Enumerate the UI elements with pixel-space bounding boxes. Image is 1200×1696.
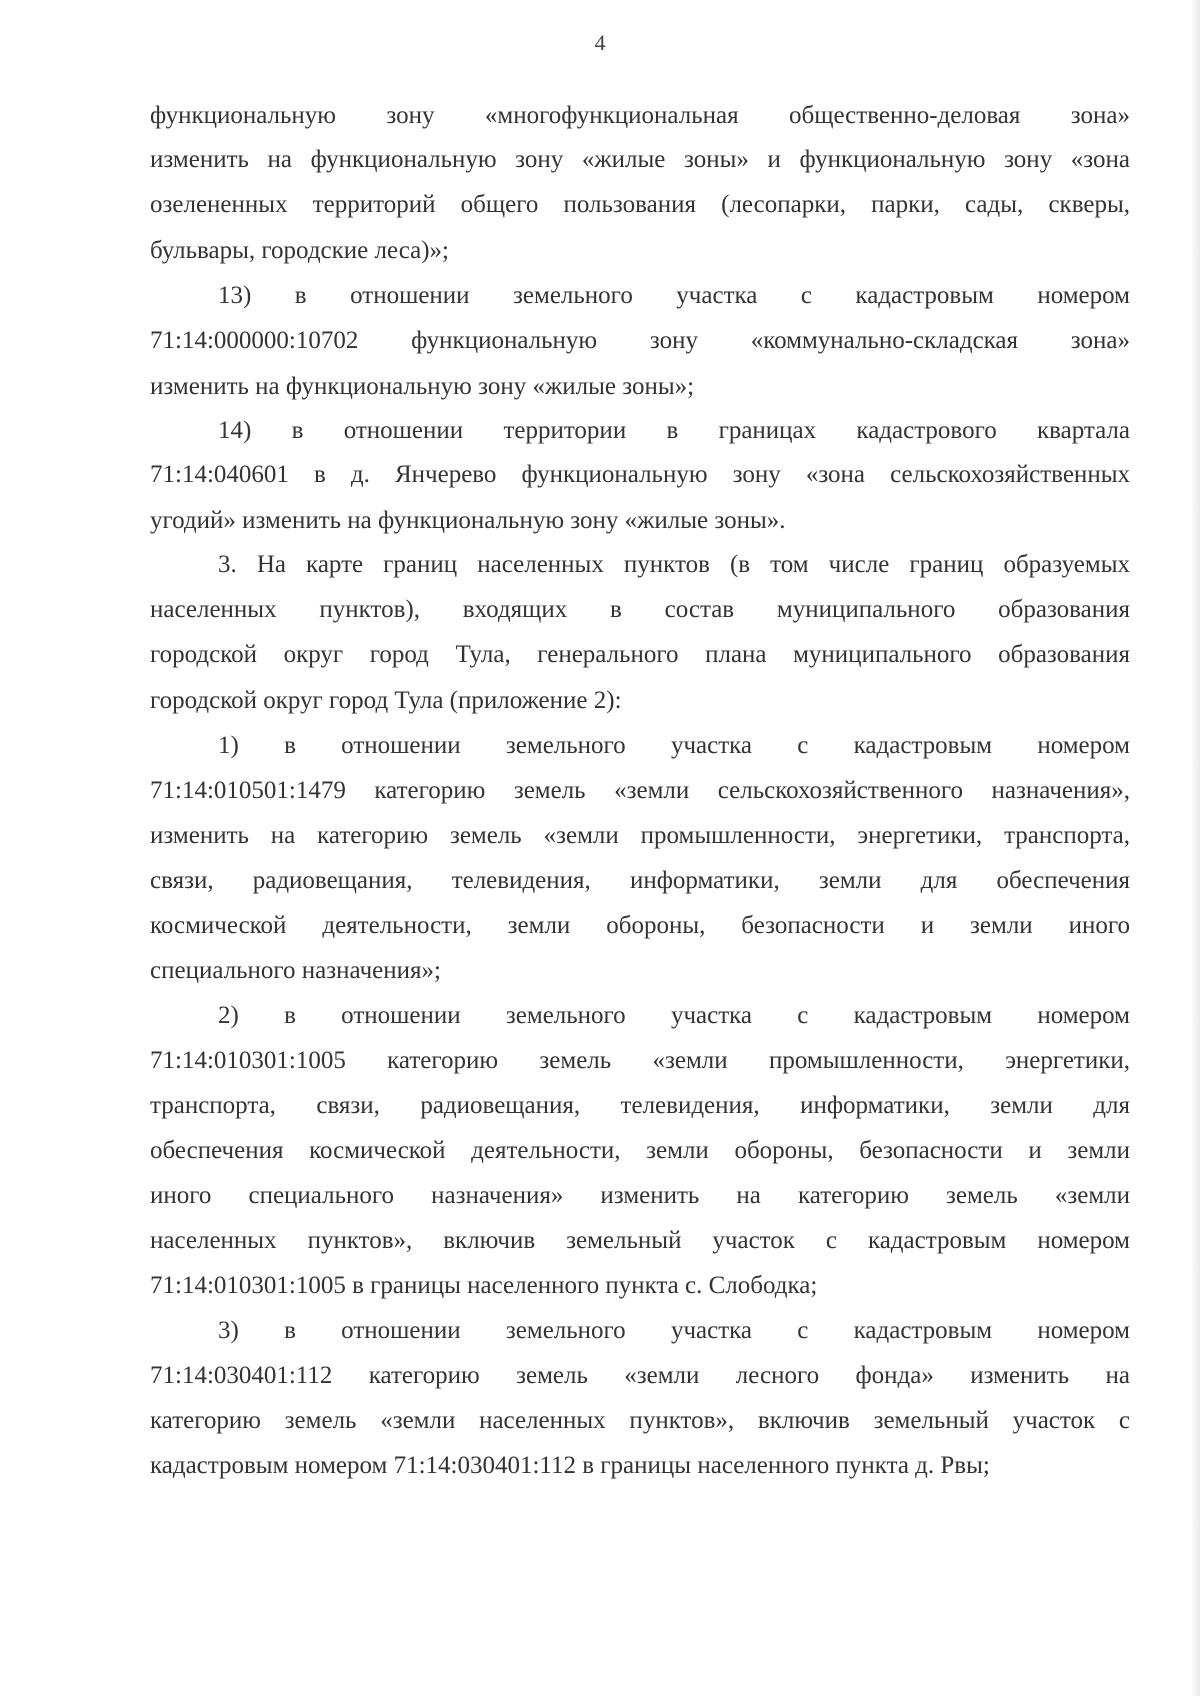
- paragraph-line: функциональную зону «многофункциональная общественно-деловая зона»: [150, 102, 1130, 129]
- paragraph-line: населенных пунктов), входящих в состав муниципального образования: [150, 596, 1130, 623]
- paragraph-line: 71:14:010501:1479 категорию земель «земли сельскохозяйственного назначения»,: [150, 777, 1130, 804]
- paragraph-line: городской округ город Тула (приложение 2):: [150, 687, 622, 714]
- paragraph-first-line: 13) в отношении земельного участка с кадастровым номером: [218, 282, 1130, 309]
- paragraph-line: изменить на функциональную зону «жилые зоны» и функциональную зону «зона: [150, 146, 1130, 173]
- paragraph-line: угодий» изменить на функциональную зону «жилые зоны».: [150, 507, 786, 534]
- paragraph-line: 71:14:040601 в д. Янчерево функциональную зону «зона сельскохозяйственных: [150, 461, 1130, 488]
- paragraph-first-line: 2) в отношении земельного участка с кадастровым номером: [218, 1002, 1130, 1029]
- paragraph-line: населенных пунктов», включив земельный участок с кадастровым номером: [150, 1227, 1130, 1254]
- paragraph-line: бульвары, городские леса)»;: [150, 237, 449, 264]
- paragraph-line: специального назначения»;: [150, 957, 441, 984]
- paragraph-line: транспорта, связи, радиовещания, телевидения, информатики, земли для: [150, 1092, 1130, 1119]
- paragraph-first-line: 1) в отношении земельного участка с кадастровым номером: [218, 732, 1130, 759]
- paragraph-line: категорию земель «земли населенных пунктов», включив земельный участок с: [150, 1407, 1130, 1434]
- paragraph-line: иного специального назначения» изменить на категорию земель «земли: [150, 1182, 1130, 1209]
- paragraph-line: 71:14:010301:1005 в границы населенного пункта с. Слободка;: [150, 1272, 818, 1299]
- paragraph-line: изменить на категорию земель «земли промышленности, энергетики, транспорта,: [150, 822, 1130, 849]
- paragraph-line: 71:14:000000:10702 функциональную зону «коммунально-складская зона»: [150, 327, 1130, 354]
- paragraph-first-line: 3. На карте границ населенных пунктов (в том числе границ образуемых: [218, 551, 1130, 578]
- paragraph-line: 71:14:010301:1005 категорию земель «земли промышленности, энергетики,: [150, 1047, 1130, 1074]
- paragraph-line: космической деятельности, земли обороны, безопасности и земли иного: [150, 912, 1130, 939]
- page-edge-shadow: [1190, 0, 1200, 1696]
- page-number: 4: [594, 30, 606, 55]
- paragraph-line: 71:14:030401:112 категорию земель «земли лесного фонда» изменить на: [150, 1362, 1130, 1389]
- paragraph-line: связи, радиовещания, телевидения, информатики, земли для обеспечения: [150, 867, 1130, 894]
- paragraph-first-line: 3) в отношении земельного участка с кадастровым номером: [218, 1317, 1130, 1344]
- paragraph-line: кадастровым номером 71:14:030401:112 в границы населенного пункта д. Рвы;: [150, 1452, 990, 1479]
- paragraph-line: городской округ город Тула, генерального плана муниципального образования: [150, 641, 1130, 668]
- paragraph-first-line: 14) в отношении территории в границах кадастрового квартала: [218, 417, 1130, 444]
- paragraph-line: озелененных территорий общего пользования (лесопарки, парки, сады, скверы,: [150, 191, 1130, 218]
- paragraph-line: обеспечения космической деятельности, земли обороны, безопасности и земли: [150, 1137, 1130, 1164]
- paragraph-line: изменить на функциональную зону «жилые зоны»;: [150, 373, 695, 400]
